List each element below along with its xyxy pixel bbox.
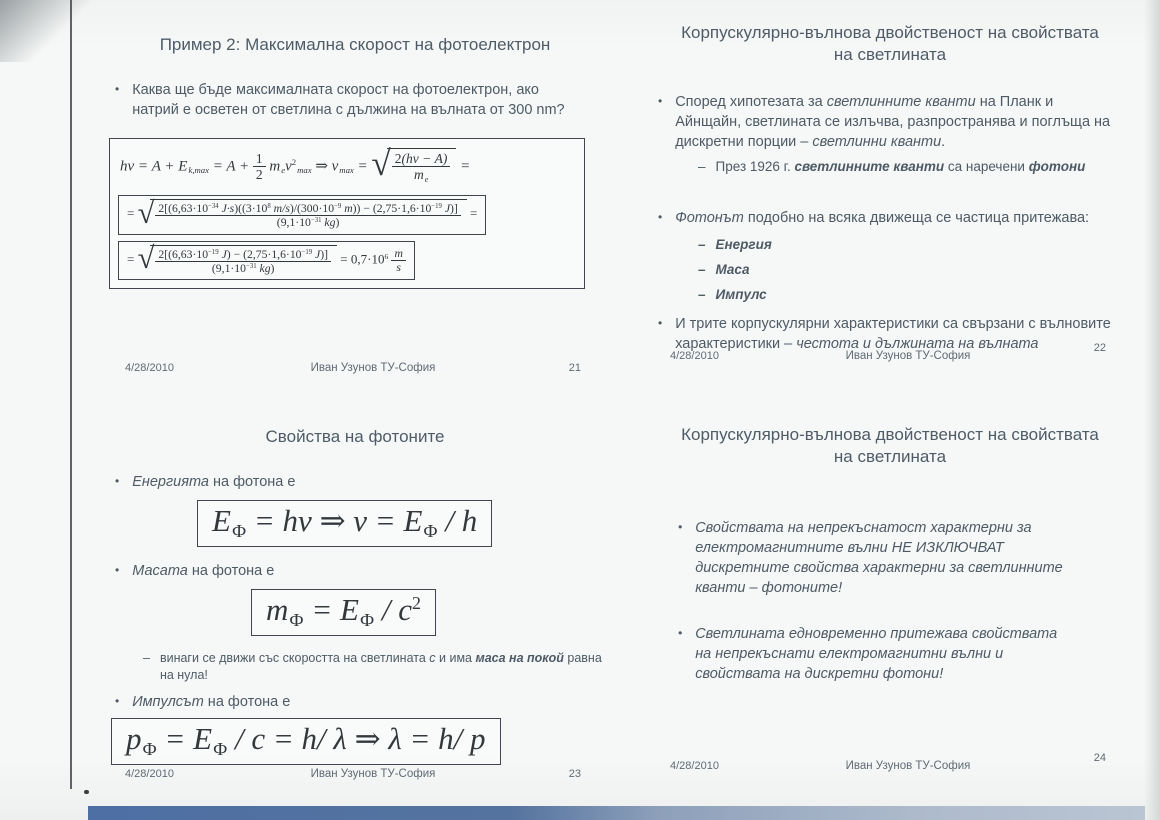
question-bullet [115, 80, 577, 120]
footer-date: 4/28/2010 [670, 350, 719, 362]
formula-photon-energy: $E_Ф = h\nu$ ⇒ $\nu = E_Ф / h$ [197, 500, 492, 547]
bullet-icon: • [658, 316, 663, 331]
dash-icon: – [698, 236, 706, 252]
bullet-icon: • [115, 81, 120, 96]
bullet-text: Импулсът на фотона е [132, 694, 291, 711]
bullet-item [115, 472, 625, 492]
dash-icon: – [143, 651, 150, 666]
formula-substitution-box: = √ $2[(6,63\cdot 10^{-34}$ $J\cdot s)((3\cdot 10^8$ $m/s)/(300\cdot 10^{-9}$ $m)) - (2,75\cdot 1,6\cdot 10^{-19}$ J)] ($9,1\cdot 10^{-31}$ kg) = [118, 195, 486, 234]
slide-24 [630, 412, 1150, 804]
sub-bullet-item [698, 261, 1150, 279]
slide-footer [630, 752, 1150, 772]
slide-title [630, 22, 1150, 66]
question-text: Каква ще бъде максималната скорост на фотоелектрон, ако натрий е осветен от светлина с дължина на вълната от 300 nm? [132, 81, 565, 118]
scan-edge-line [70, 0, 72, 789]
bullet-icon: • [115, 563, 120, 578]
sub-bullet-text: Енергия [715, 236, 772, 252]
sub-bullet-item [698, 286, 1150, 304]
bullet-text: Енергията на фотона е [132, 473, 296, 490]
next-page-blue-strip [88, 806, 1145, 820]
sub-bullet-text: Импулс [715, 287, 767, 303]
bullet-icon: • [658, 209, 663, 224]
slide-footer [85, 768, 625, 780]
footer-date: 4/28/2010 [670, 760, 719, 772]
bullet-icon: • [115, 473, 120, 488]
sub-bullet-item [698, 158, 1150, 176]
formula-velocity-derivation: $h\nu = A + E_{k,max} = A$ + $\frac{1}{2}$ $m_ev^2_{max}$ ⇒ $v_{max}$ = √ $\frac{2(h\nu - A)}{m_e}$ = [120, 144, 471, 184]
bullet-icon: • [658, 93, 663, 108]
bullet-icon: • [115, 694, 120, 709]
footer-page-number: 22 [1093, 342, 1106, 354]
slide-footer [85, 362, 625, 374]
bullet-icon: • [678, 519, 683, 534]
sub-bullet-text: Маса [715, 261, 750, 277]
bullet-text: Свойствата на непрекъснатост характерни за електромагнитните вълни НЕ ИЗКЛЮЧВАТ дискретните свойства характерни за светлинните кванти – фотоните! [695, 519, 1063, 596]
formula-photon-momentum: $p_Ф = E_Ф / c = h/$ λ ⇒ λ = h/ p [111, 718, 501, 765]
bullet-text: Светлината едновременно притежава свойствата на непрекъснати електромагнитни вълни и свойствата на дискретни фотони! [695, 625, 1058, 682]
footer-author: Иван Узунов ТУ-София [310, 362, 436, 374]
slide-title: Пример 2: Максимална скорост на фотоелектрон [159, 35, 551, 54]
formula-outer-box [109, 138, 585, 289]
bullet-text: Според хипотезата за светлинните кванти на Планк и Айнщайн, светлината се излъчва, разпространява и поглъща на дискретни порции – светлинни кванти. [675, 93, 1111, 150]
footer-date: 4/28/2010 [125, 768, 174, 780]
slide-21 [85, 18, 625, 400]
footer-page-number: 21 [568, 362, 581, 374]
slide-title-line1: Корпускулярно-вълнова двойственост на свойствата [681, 23, 1099, 42]
dash-icon: – [698, 287, 706, 303]
sub-bullet-text: През 1926 г. светлинните кванти са наречени фотони [715, 158, 1086, 174]
footer-author: Иван Узунов ТУ-София [845, 350, 971, 362]
slide-title [630, 424, 1150, 468]
slide-title-line1: Корпускулярно-вълнова двойственост на свойствата [681, 425, 1099, 444]
slide-title-line2: на светлината [833, 446, 947, 466]
slide-title-line2: на светлината [833, 44, 947, 64]
footer-page-number: 24 [1093, 752, 1106, 764]
bullet-item [115, 561, 625, 581]
bullet-icon: • [678, 625, 683, 640]
bullet-item [678, 518, 1070, 598]
dash-icon: – [698, 158, 706, 174]
sub-bullet-item [143, 650, 615, 684]
bullet-item [678, 624, 1070, 684]
bullet-text: Масата на фотона е [132, 563, 275, 580]
slide-title: Свойства на фотоните [265, 427, 445, 446]
bullet-text: И трите корпускулярни характеристики са свързани с вълновите характеристики – честота и дължината на вълната [675, 316, 1111, 353]
sub-bullet-item [698, 236, 1150, 254]
footer-author: Иван Узунов ТУ-София [310, 768, 436, 780]
footer-date: 4/28/2010 [125, 362, 174, 374]
slide-22 [630, 12, 1150, 400]
sub-bullet-text: винаги се движи със скоростта на светлината c и има маса на покой равна на нула! [159, 651, 602, 683]
slide-footer [630, 342, 1150, 362]
formula-result-box: = √ $\frac{2[(6,63\cdot 10^{-19} J) - (2,75\cdot 1,6\cdot 10^{-19} J)]}{(9,1\cdot 10^{-31} kg)}$ = $0,7\cdot 10^6$ $\frac{m}{s}$ [118, 241, 415, 280]
footer-author: Иван Узунов ТУ-София [845, 760, 971, 772]
bullet-text: Фотонът подобно на всяка движеща се частица притежава: [675, 209, 1090, 226]
footer-page-number: 23 [568, 768, 581, 780]
bullet-item [115, 692, 625, 712]
bullet-item [658, 92, 1116, 152]
slide-23 [85, 412, 625, 804]
dash-icon: – [698, 261, 706, 277]
formula-photon-mass: $m_Ф = E_Ф / c^2$ [251, 589, 436, 636]
bullet-item [658, 208, 1116, 228]
